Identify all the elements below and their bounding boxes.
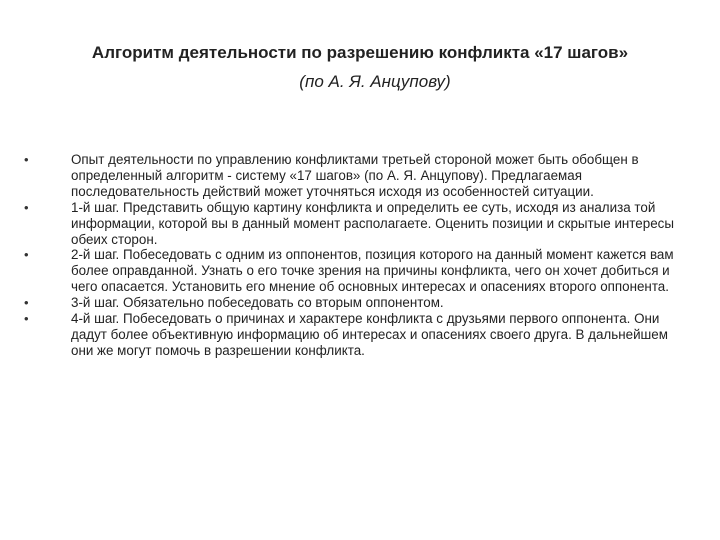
bullet-item-intro xyxy=(24,152,696,200)
bullet-icon: • xyxy=(24,152,29,167)
bullet-text: Опыт деятельности по управлению конфликтами третьей стороной может быть обобщен в определенный алгоритм - систему «17 шагов» (по А. Я. Анцупову). Предлагаемая последовательность действий может уточняться исходя из особенностей ситуации. xyxy=(71,152,639,199)
bullet-text: 3-й шаг. Обязательно побеседовать со вторым оппонентом. xyxy=(71,295,444,311)
bullet-icon: • xyxy=(24,295,29,311)
slide-title: Алгоритм деятельности по разрешению конфликта «17 шагов» xyxy=(91,43,629,62)
bullet-icon: • xyxy=(24,199,29,215)
bullet-text: 1-й шаг. Представить общую картину конфликта и определить ее суть, исходя из анализа той информации, которой вы в данный момент располагаете. Оценить позиции и скрытые интересы обеих сторон. xyxy=(71,199,674,247)
bullet-list xyxy=(24,152,696,359)
bullet-item-step-1 xyxy=(24,200,696,248)
bullet-item-step-2 xyxy=(24,247,696,295)
slide-subtitle: (по А. Я. Анцупову) xyxy=(299,72,451,91)
bullet-text: 4-й шаг. Побеседовать о причинах и характере конфликта с друзьями первого оппонента. Они дадут более объективную информацию об интересах и опасениях своего друга. В дальнейшем они же могут помочь в разрешении конфликта. xyxy=(71,311,668,358)
bullet-text: 2-й шаг. Побеседовать с одним из оппонентов, позиция которого на данный момент кажется вам более оправданной. Узнать о его точке зрения на причины конфликта, чего он хочет добиться и чего опасается. Установить его мнение об основных интересах и опасениях второго оппонента. xyxy=(71,247,674,295)
bullet-item-step-4 xyxy=(24,311,696,359)
bullet-icon: • xyxy=(24,311,29,327)
bullet-icon: • xyxy=(24,247,29,263)
bullet-item-step-3 xyxy=(24,295,696,311)
